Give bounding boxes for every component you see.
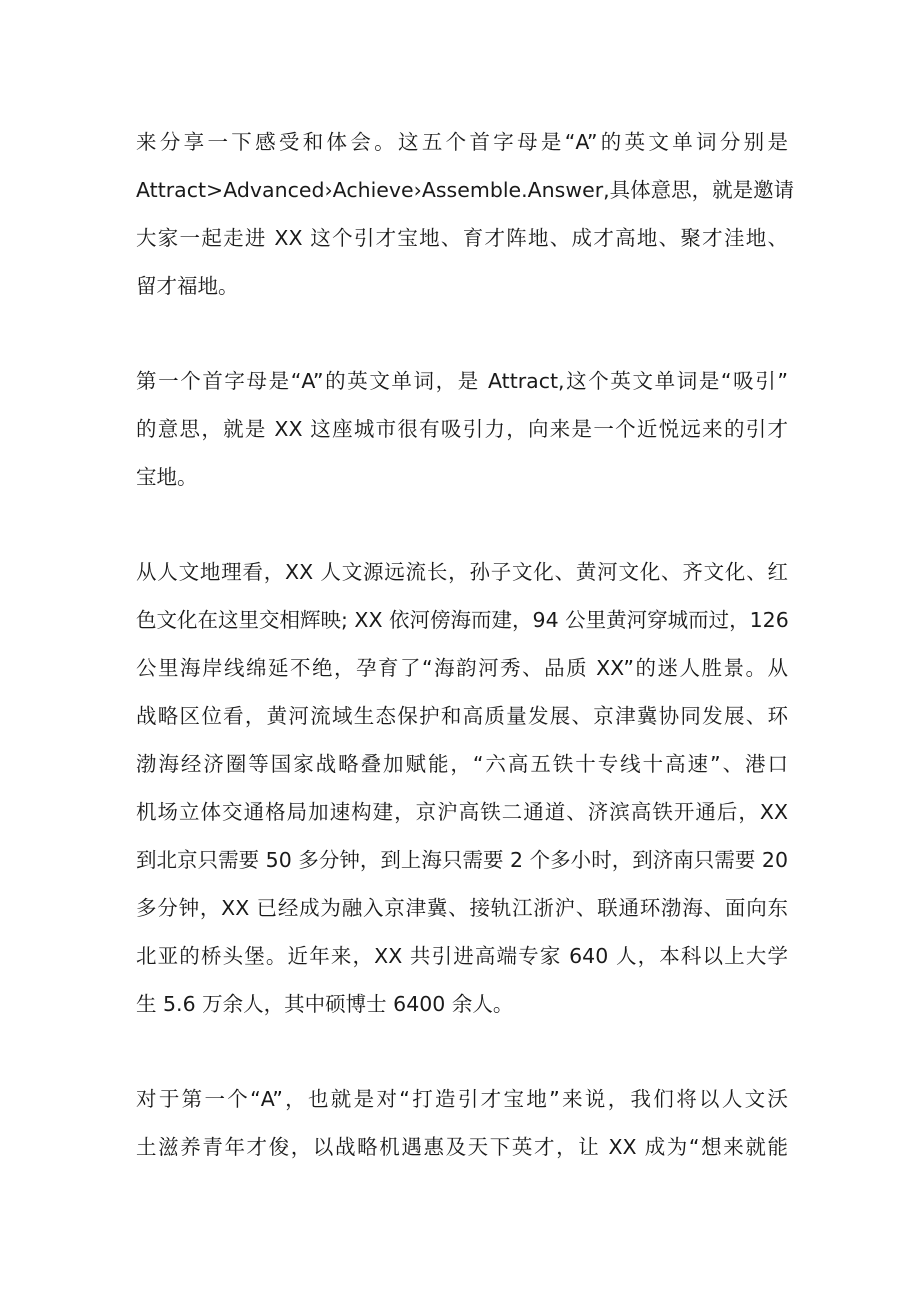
paragraph-4 xyxy=(136,1075,788,1171)
text-line: 从人文地理看，XX 人文源远流长，孙子文化、黄河文化、齐文化、红 xyxy=(136,560,788,584)
text-line: 北亚的桥头堡。近年来，XX 共引进高端专家 640 人，本科以上大学 xyxy=(136,944,788,968)
text-line: 的意思，就是 XX 这座城市很有吸引力，向来是一个近悦远来的引才 xyxy=(136,417,788,441)
text-line: 留才福地。 xyxy=(136,274,239,298)
paragraph-1 xyxy=(136,118,795,310)
text-line: 大家一起走进 XX 这个引才宝地、育才阵地、成才高地、聚才洼地、 xyxy=(136,226,788,250)
text-line: 第一个首字母是“A”的英文单词，是 Attract,这个英文单词是“吸引” xyxy=(136,369,788,393)
text-line: Attract>Advanced›Achieve›Assemble.Answer,具体意思，就是邀请 xyxy=(136,178,795,202)
text-line: 公里海岸线绵延不绝，孕育了“海韵河秀、品质 XX”的迷人胜景。从 xyxy=(136,656,788,680)
paragraph-3 xyxy=(136,548,788,1028)
text-line: 生 5.6 万余人，其中硕博士 6400 余人。 xyxy=(136,992,514,1016)
text-line: 多分钟，XX 已经成为融入京津冀、接轨江浙沪、联通环渤海、面向东 xyxy=(136,896,788,920)
document-body xyxy=(136,118,795,1218)
text-line: 渤海经济圈等国家战略叠加赋能，“六高五铁十专线十高速”、港口 xyxy=(136,752,788,776)
text-line: 对于第一个“A”，也就是对“打造引才宝地”来说，我们将以人文沃 xyxy=(136,1087,788,1111)
text-line: 战略区位看，黄河流域生态保护和高质量发展、京津冀协同发展、环 xyxy=(136,704,788,728)
text-line: 来分享一下感受和体会。这五个首字母是“A”的英文单词分别是 xyxy=(136,130,788,154)
text-line: 土滋养青年才俊，以战略机遇惠及天下英才，让 XX 成为“想来就能 xyxy=(136,1135,788,1159)
text-line: 到北京只需要 50 多分钟，到上海只需要 2 个多小时，到济南只需要 20 xyxy=(136,848,788,872)
text-line: 色文化在这里交相辉映; XX 依河傍海而建，94 公里黄河穿城而过，126 xyxy=(136,608,789,632)
text-line: 宝地。 xyxy=(136,465,198,489)
paragraph-2 xyxy=(136,357,788,501)
text-line: 机场立体交通格局加速构建，京沪高铁二通道、济滨高铁开通后，XX xyxy=(136,800,788,824)
